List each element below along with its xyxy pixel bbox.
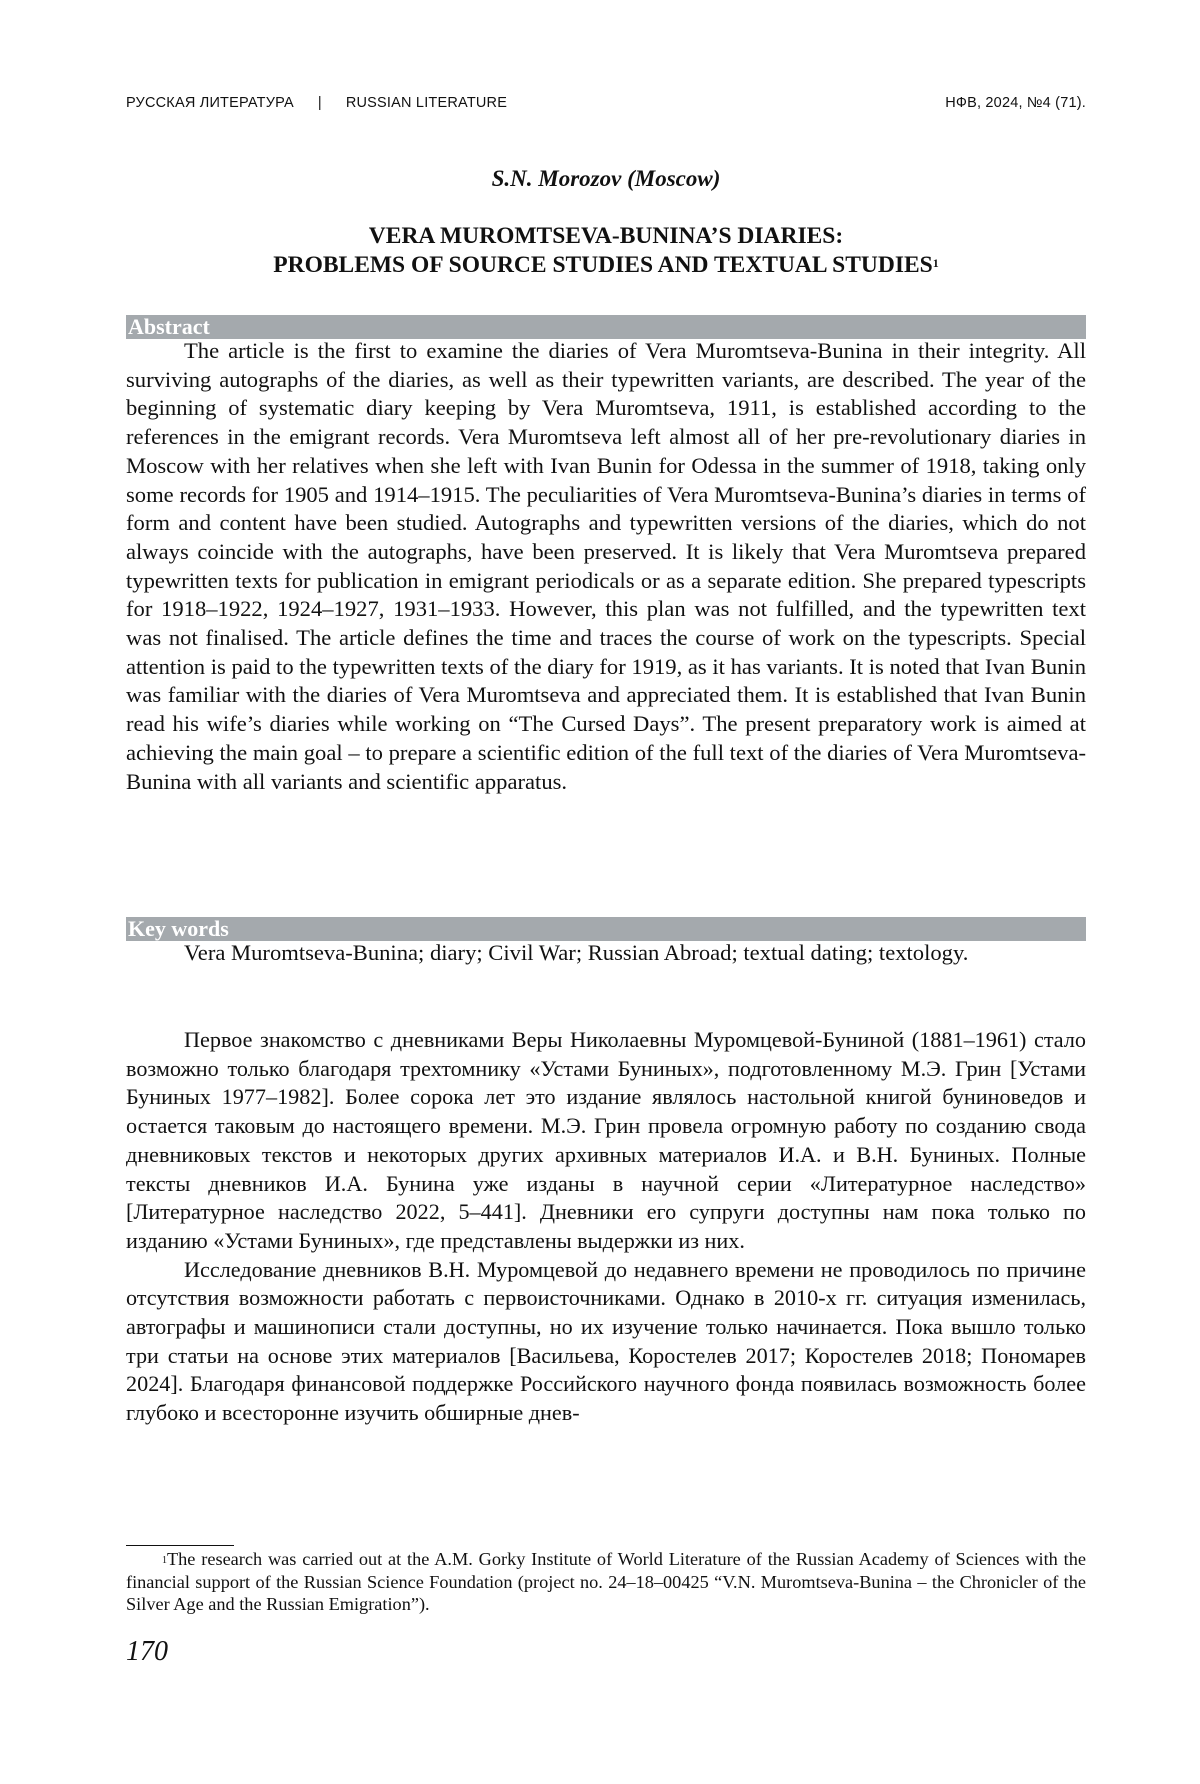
footnote-rule bbox=[126, 1545, 234, 1546]
abstract-heading: Abstract bbox=[126, 315, 1086, 339]
main-text bbox=[126, 1026, 1086, 1428]
abstract-text: The article is the first to examine the diaries of Vera Muromtseva-Bunina in their integrity. All surviving autographs of the diaries, as well as their typewritten variants, are described. The year of the beginning of systematic diary keeping by Vera Muromtseva, 1911, is established according to the references in the emigrant records. Vera Muromtseva left almost all of her pre-revolutionary diaries in Moscow with her relatives when she left with Ivan Bunin for Odessa in the summer of 1918, taking only some records for 1905 and 1914–1915. The peculiarities of Vera Muromtseva-Bunina’s diaries in terms of form and content have been studied. Autographs and typewritten versions of the diaries, which do not always coincide with the autographs, have been preserved. It is likely that Vera Muromtseva prepared typewritten texts for publication in emigrant periodicals or as a separate edition. She prepared typescripts for 1918–1922, 1924–1927, 1931–1933. However, this plan was not fulfilled, and the typewritten text was not finalised. The article defines the time and traces the course of work on the typescripts. Special attention is paid to the typewritten texts of the diary for 1919, as it has variants. It is noted that Ivan Bunin was familiar with the diaries of Vera Muromtseva and appreciated them. It is established that Ivan Bunin read his wife’s diaries while working on “The Cursed Days”. The present preparatory work is aimed at achieving the main goal – to prepare a scientific edition of the full text of the diaries of Vera Muromtseva-Bunina with all variants and scientific apparatus. bbox=[126, 338, 1086, 794]
page-number: 170 bbox=[126, 1636, 168, 1667]
running-head-separator: | bbox=[317, 95, 322, 111]
title-footnote-mark: 1 bbox=[932, 256, 939, 270]
title-line-2 bbox=[126, 251, 1086, 280]
body-paragraph-2: Исследование дневников В.Н. Муромцевой до недавнего времени не проводилось по причине отсутствия возможности работать с первоисточниками. Однако в 2010-х гг. ситуация изменилась, автографы и машинописи стали доступны, но их изучение только начинается. Пока вышло только три статьи на основе этих материалов [Васильева, Коростелев 2017; Коростелев 2018; Пономарев 2024]. Благодаря финансовой поддержке Российского научного фонда появилась возможность более глубоко и всесторонне изучить обширные днев- bbox=[126, 1256, 1086, 1426]
running-head bbox=[126, 95, 1086, 115]
running-head-left bbox=[126, 95, 507, 111]
author-line: S.N. Morozov (Moscow) bbox=[491, 166, 721, 191]
body-paragraph-1: Первое знакомство с дневниками Веры Николаевны Муромцевой-Буниной (1881–1961) стало возможно только благодаря трехтомнику «Устами Буниных», подготовленному М.Э. Грин [Устами Буниных 1977–1982]. Более сорока лет это издание являлось настольной книгой буниноведов и остается таковым до настоящего времени. М.Э. Грин провела огромную работу по созданию свода дневниковых текстов и некоторых других архивных материалов И.А. и В.Н. Буниных. Полные тексты дневников И.А. Бунина уже изданы в научной серии «Литературное наследство» [Литературное наследство 2022, 5–441]. Дневники его супруги доступны нам пока только по изданию «Устами Буниных», где представлены выдержки из них. bbox=[126, 1027, 1086, 1253]
keywords-text: Vera Muromtseva-Bunina; diary; Civil War; Russian Abroad; textual dating; textology. bbox=[184, 940, 969, 965]
title-line-2-text: PROBLEMS OF SOURCE STUDIES AND TEXTUAL STUDIES bbox=[273, 252, 933, 278]
keywords-body bbox=[126, 939, 1086, 968]
abstract-body bbox=[126, 337, 1086, 796]
footnote-mark: 1 bbox=[162, 1555, 167, 1566]
journal-section-russian: РУССКАЯ ЛИТЕРАТУРА bbox=[126, 95, 294, 111]
keywords-heading: Key words bbox=[126, 917, 1086, 941]
footnote-text: The research was carried out at the A.M. Gorky Institute of World Literature of the Russian Academy of Sciences with the financial support of the Russian Science Foundation (project no. 24–18–00425 “V.N. Muromtseva-Bunina – the Chronicler of the Silver Age and the Russian Emigration”). bbox=[126, 1549, 1086, 1614]
footnote bbox=[126, 1548, 1086, 1616]
article-title bbox=[126, 222, 1086, 280]
title-line-1: VERA MUROMTSEVA-BUNINA’S DIARIES: bbox=[368, 223, 844, 249]
issue-info: НФВ, 2024, №4 (71). bbox=[945, 95, 1086, 111]
journal-section-english: RUSSIAN LITERATURE bbox=[345, 95, 508, 111]
